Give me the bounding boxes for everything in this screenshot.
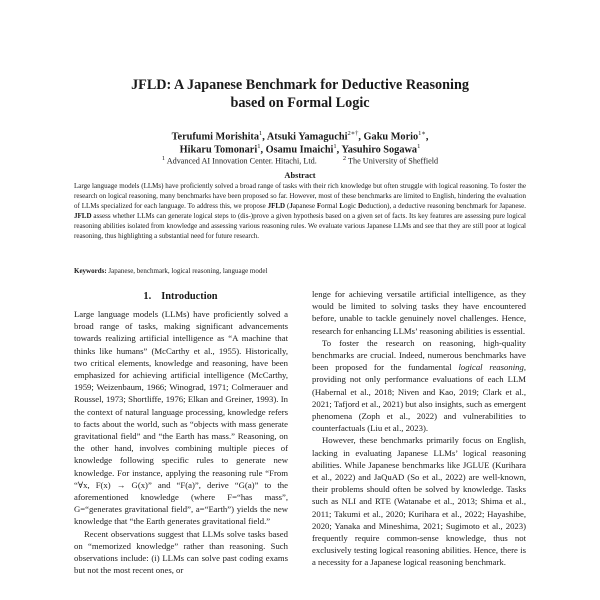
author-separator: , [425, 131, 429, 143]
affiliation-mark: 2 [342, 155, 347, 162]
paragraph: However, these benchmarks primarily focus on English, lacking in evaluating Japanese LLMs’ logical reasoning abilities. While Japanese benchmarks like JGLUE (Kurihara et al., 2022) and JaQuAD (So et al., 2022) are well-known, their problems should often be solved by knowledge. Tasks such as NLI and RTE (Watanabe et al., 2013; Shima et al., 2011; Takumi et al., 2020; Kurihara et al., 2022; Hayashibe, 2020; Yanaka and Mineshima, 2021; Sugimoto et al., 2023) frequently require common-sense knowledge, thus not exclusively testing logical reasoning abilities. Hence, there is a necessity for a Japanese logical reasoning benchmark. [312, 435, 526, 568]
abstract-body: Large language models (LLMs) have proficiently solved a broad range of tasks with their rich knowledge but often struggle with logical reasoning. To foster the research on logical reasoning, many benchmarks have been proposed so far. However, most of these benchmarks are limited to English, hindering the evaluation of LLMs specialized for each language. To address this, we propose JFLD (Japanese Formal Logic Deduction), a deductive reasoning benchmark for Japanese. JFLD assess whether LLMs can generate logical steps to (dis-)prove a given hypothesis based on a given set of facts. Its key features are assessing pure logical reasoning abilities isolated from knowledge and assessing various reasoning rules. We evaluate various Japanese LLMs and see that they are still poor at logical reasoning, thus highlighting a substantial need for future research. [74, 182, 527, 240]
author-mark: 1 [333, 143, 337, 150]
paragraph: To foster the research on reasoning, high-quality benchmarks are crucial. Indeed, numerous benchmarks have been proposed for the fundamental logical reasoning, providing not only performance evaluations of each LLM (Habernal et al., 2018; Niven and Kao, 2019; Clark et al., 2021; Tafjord et al., 2021) but also insights, such as emergent phenomena (Zoph et al., 2022) and vulnerabilities to counterfactuals (Liu et al., 2023). [312, 337, 526, 434]
author-mark: 1∗ [418, 130, 426, 137]
paragraph: lenge for achieving versatile artificial intelligence, as they would be limited to solving tasks they have encountered before, unable to tackle genuinely novel challenges. Hence, research for enhancing LLMs’ reasoning abilities is essential. [312, 289, 526, 336]
abstract-heading: Abstract [284, 171, 316, 180]
author-name: Atsuki Yamaguchi [266, 131, 348, 143]
affiliation-mark: 1 [161, 155, 166, 162]
author-mark: 1 [257, 143, 261, 150]
author-name: Terufumi Morishita [171, 131, 260, 143]
author-separator: , [336, 144, 342, 156]
left-column [74, 308, 288, 576]
author-name: Yasuhiro Sogawa [341, 144, 418, 156]
author-mark: 1 [259, 130, 263, 137]
paragraph: Large language models (LLMs) have proficiently solved a broad range of tasks, making significant advancements towards realizing artificial intelligence as “A machine that thinks like humans” (McCarthy et al., 1955). Historically, two critical elements, knowledge and reasoning, have been emphasized for achieving artificial intelligence (McCarthy, 1959; Weizenbaum, 1966; Winograd, 1971; Colmerauer and Roussel, 1973; Shortliffe, 1976; Elkan and Greiner, 1993). In the context of natural language processing, knowledge refers to facts about the world, such as “objects with mass generate gravitational field” and “the Earth has mass.” Reasoning, on the other hand, involves combining multiple pieces of knowledge following specific rules to generate new knowledge. For instance, applying the reasoning rule “From “∀x, F(x) → G(x)” and “F(a)”, derive “G(a)” to the aforementioned knowledge (where F=“has mass”, G=“generates gravitational field”, a=“Earth”) yields the new knowledge that “the Earth generates gravitational field.” [74, 309, 288, 527]
section-heading-introduction: 1. Introduction [143, 291, 218, 302]
keywords: Keywords: Japanese, benchmark, logical reasoning, language model [74, 267, 268, 275]
author-separator: , [358, 131, 364, 143]
affiliation-name: The University of Sheffield [346, 156, 439, 166]
author-separator: , [260, 144, 266, 156]
author-mark: 1 [417, 143, 421, 150]
paper-title-line-1: JFLD: A Japanese Benchmark for Deductive Reasoning [131, 77, 469, 93]
affiliations [0, 153, 600, 167]
author-name: Gaku Morio [363, 131, 419, 143]
paper-title-line-2: based on Formal Logic [230, 95, 370, 111]
author-name: Hikaru Tomonari [179, 144, 258, 156]
right-column [312, 288, 526, 569]
author-mark: 2∗† [347, 130, 359, 137]
author-name: Osamu Imaichi [265, 144, 334, 156]
affiliation-name: Advanced AI Innovation Center. Hitachi, Ltd. [165, 156, 317, 166]
author-separator: , [262, 131, 267, 143]
paragraph: Recent observations suggest that LLMs solve tasks based on “memorized knowledge” rather than reasoning. Such observations include: (i) LLMs can solve past coding exams but not the most recent ones, or [74, 528, 288, 576]
